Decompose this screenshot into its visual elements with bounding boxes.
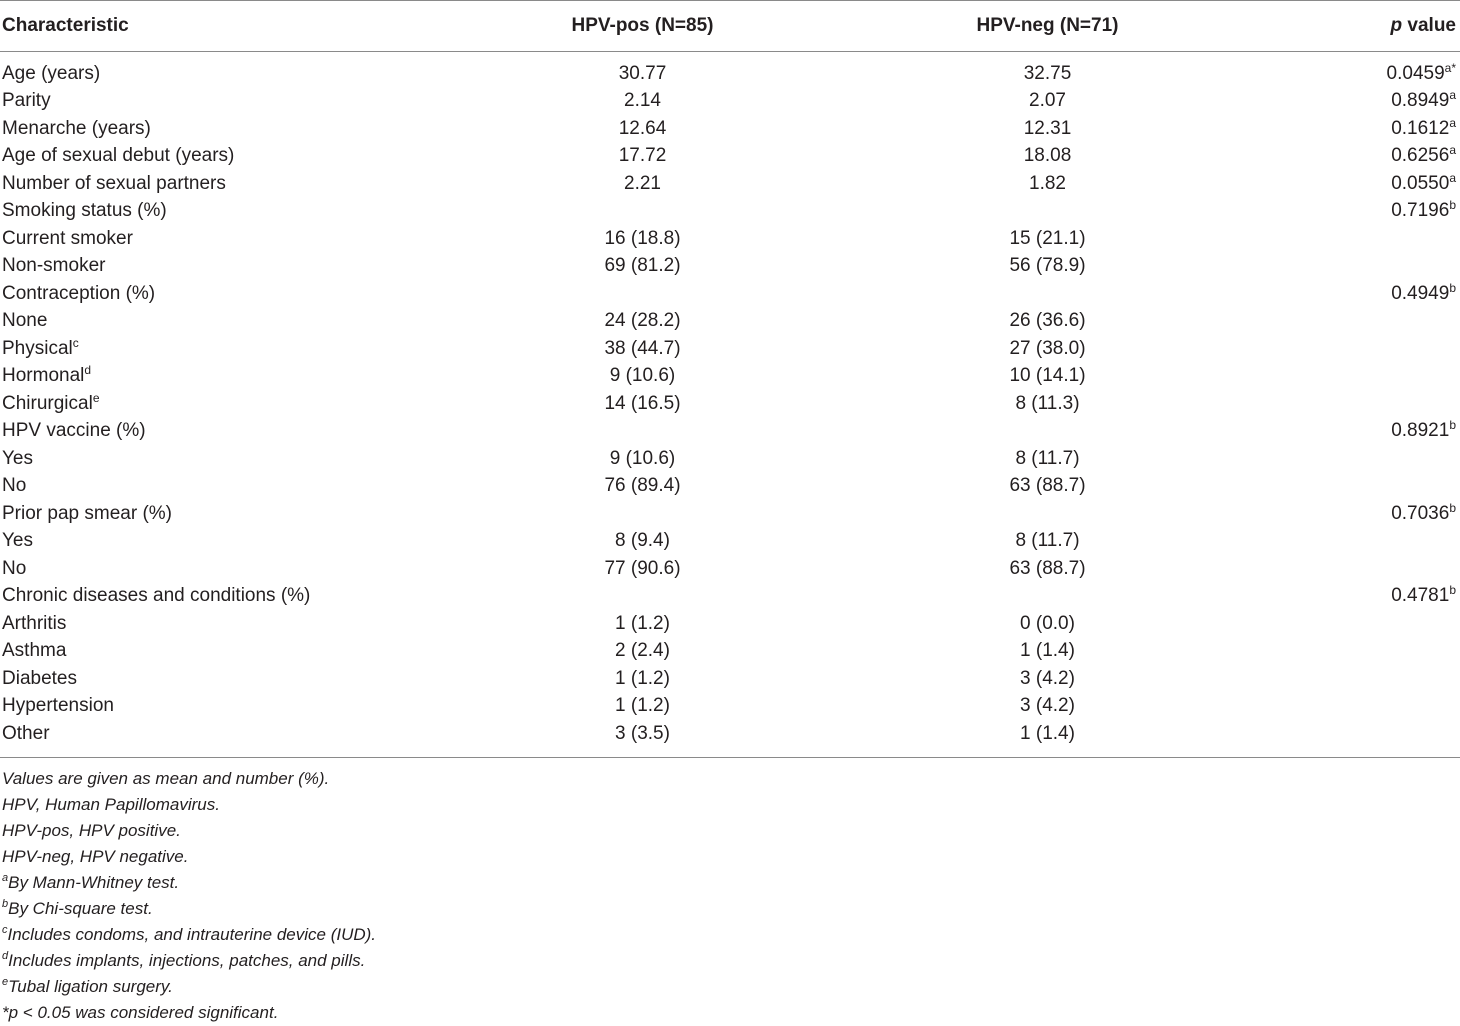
row-label — [0, 52, 440, 88]
hpv-neg-cell: 27 (38.0) — [1009, 337, 1086, 359]
p-value-cell — [1250, 307, 1460, 335]
p-value-footnote-marker: b — [1449, 198, 1456, 213]
hpv-neg-cell — [845, 500, 1250, 528]
table-row — [0, 417, 1460, 445]
hpv-pos-cell: 2.14 — [624, 90, 661, 112]
row-label-text: No — [2, 557, 27, 579]
p-value-cell — [1250, 52, 1460, 88]
hpv-pos-cell: 77 (90.6) — [604, 557, 681, 579]
hpv-pos-cell: 24 (28.2) — [604, 310, 681, 332]
row-label-footnote-marker: c — [72, 335, 79, 350]
hpv-pos-cell — [440, 417, 845, 445]
footnote-text: Includes implants, injections, patches, and pills. — [8, 950, 366, 970]
footnote — [0, 766, 1460, 792]
p-value-footnote-marker: a — [1449, 143, 1456, 158]
footnote-marker: b — [2, 897, 9, 910]
row-label — [0, 362, 440, 390]
hpv-neg-cell: 15 (21.1) — [1009, 227, 1086, 249]
row-label-text: Yes — [2, 447, 33, 469]
footnote-text: By Mann-Whitney test. — [8, 872, 180, 892]
row-label — [0, 87, 440, 115]
p-value-footnote-marker: a — [1449, 170, 1456, 185]
p-value-cell — [1250, 692, 1460, 720]
table-row — [0, 582, 1460, 610]
row-label — [0, 307, 440, 335]
hpv-neg-cell: 8 (11.7) — [1015, 530, 1080, 552]
hpv-pos-cell: 69 (81.2) — [604, 255, 681, 277]
hpv-neg-cell: 63 (88.7) — [1009, 557, 1086, 579]
hpv-neg-cell: 1 (1.4) — [1020, 640, 1075, 662]
row-label — [0, 637, 440, 665]
row-label — [0, 115, 440, 143]
table-row — [0, 142, 1460, 170]
p-value-cell — [1250, 610, 1460, 638]
table-row — [0, 170, 1460, 198]
footnote-marker: e — [2, 975, 9, 988]
p-value-cell — [1250, 390, 1460, 418]
p-value-footnote-marker: a — [1449, 88, 1456, 103]
row-label-text: Non-smoker — [2, 255, 106, 277]
hpv-neg-cell — [845, 280, 1250, 308]
p-value-footnote-marker: b — [1449, 280, 1456, 295]
row-label — [0, 555, 440, 583]
header-characteristic: Characteristic — [0, 1, 440, 52]
table-row — [0, 527, 1460, 555]
p-value-footnote-marker: b — [1449, 500, 1456, 515]
table-row — [0, 280, 1460, 308]
hpv-pos-cell: 30.77 — [618, 63, 667, 84]
row-label — [0, 527, 440, 555]
row-label-text: Parity — [2, 90, 51, 112]
hpv-pos-cell: 1 (1.2) — [615, 667, 670, 689]
footnote — [0, 922, 1460, 948]
footnote — [0, 1000, 1460, 1026]
row-label — [0, 142, 440, 170]
footnote-text: *p < 0.05 was considered significant. — [2, 1002, 279, 1022]
hpv-pos-cell: 12.64 — [618, 117, 667, 139]
row-label — [0, 445, 440, 473]
header-p-value — [1250, 1, 1460, 52]
row-label — [0, 472, 440, 500]
footnote — [0, 792, 1460, 818]
hpv-neg-cell: 32.75 — [1023, 63, 1072, 84]
p-value-text: 0.7196 — [1391, 200, 1450, 222]
p-value-text: 0.1612 — [1391, 117, 1450, 139]
table-row — [0, 445, 1460, 473]
table-row — [0, 555, 1460, 583]
table-row — [0, 335, 1460, 363]
table-row — [0, 720, 1460, 751]
header-hpv-pos: HPV-pos (N=85) — [440, 1, 845, 52]
row-label-text: Smoking status (%) — [2, 200, 167, 222]
p-value-cell — [1250, 280, 1460, 308]
hpv-neg-cell: 10 (14.1) — [1009, 365, 1086, 387]
row-label-text: Menarche (years) — [2, 117, 151, 139]
table-row — [0, 500, 1460, 528]
row-label-text: HPV vaccine (%) — [2, 420, 146, 442]
hpv-neg-cell: 3 (4.2) — [1020, 695, 1075, 717]
row-label — [0, 197, 440, 225]
table-row — [0, 115, 1460, 143]
hpv-neg-cell: 18.08 — [1023, 145, 1072, 167]
p-value-cell — [1250, 720, 1460, 751]
row-label-text: None — [2, 310, 48, 332]
row-label-text: Other — [2, 722, 50, 744]
p-value-cell — [1250, 637, 1460, 665]
row-label — [0, 280, 440, 308]
hpv-pos-cell: 76 (89.4) — [604, 475, 681, 497]
header-row — [0, 1, 1460, 52]
row-label-text: Prior pap smear (%) — [2, 502, 172, 524]
row-label — [0, 417, 440, 445]
footnote-text: Includes condoms, and intrauterine device (IUD). — [7, 924, 377, 944]
hpv-neg-cell — [845, 417, 1250, 445]
row-label-footnote-marker: e — [92, 390, 100, 405]
row-label — [0, 692, 440, 720]
p-value-cell — [1250, 445, 1460, 473]
p-value-footnote-marker: b — [1449, 583, 1456, 598]
table-row — [0, 87, 1460, 115]
hpv-pos-cell: 2 (2.4) — [615, 640, 670, 662]
p-value-text: 0.8921 — [1391, 420, 1450, 442]
hpv-pos-cell: 1 (1.2) — [615, 612, 670, 634]
row-label — [0, 500, 440, 528]
row-label — [0, 665, 440, 693]
p-value-text: 0.4781 — [1391, 585, 1450, 607]
hpv-neg-cell: 8 (11.7) — [1015, 447, 1080, 469]
footnote-text: HPV, Human Papillomavirus. — [2, 794, 220, 814]
hpv-pos-cell: 3 (3.5) — [615, 722, 670, 744]
row-label-text: Chirurgical — [2, 392, 93, 414]
hpv-neg-cell: 12.31 — [1023, 117, 1072, 139]
header-p-rest: value — [1402, 15, 1456, 36]
p-value-cell — [1250, 582, 1460, 610]
p-value-text: 0.8949 — [1391, 90, 1450, 112]
hpv-pos-cell: 9 (10.6) — [609, 365, 676, 387]
row-label-text: Hormonal — [2, 365, 85, 387]
row-label — [0, 170, 440, 198]
p-value-cell — [1250, 472, 1460, 500]
table-row — [0, 472, 1460, 500]
p-value-cell — [1250, 252, 1460, 280]
p-value-text: 0.6256 — [1391, 145, 1450, 167]
hpv-pos-cell: 1 (1.2) — [615, 695, 670, 717]
p-value-cell — [1250, 197, 1460, 225]
p-value-cell — [1250, 115, 1460, 143]
row-label-text: Contraception (%) — [2, 282, 156, 304]
hpv-pos-cell: 2.21 — [624, 172, 661, 194]
hpv-neg-cell: 8 (11.3) — [1015, 392, 1080, 414]
table-row — [0, 637, 1460, 665]
p-value-text: 0.0459 — [1386, 63, 1445, 84]
footnote-text: HPV-neg, HPV negative. — [2, 846, 189, 866]
footnote-marker: a — [2, 871, 9, 884]
row-label-text: Number of sexual partners — [2, 172, 226, 194]
hpv-pos-cell — [440, 582, 845, 610]
row-label-text: Chronic diseases and conditions (%) — [2, 585, 311, 607]
hpv-pos-cell — [440, 197, 845, 225]
header-hpv-neg: HPV-neg (N=71) — [845, 1, 1250, 52]
hpv-neg-cell — [845, 582, 1250, 610]
row-label — [0, 252, 440, 280]
table-row — [0, 610, 1460, 638]
table-row — [0, 665, 1460, 693]
footnote-text: By Chi-square test. — [8, 898, 153, 918]
footnote-text: Values are given as mean and number (%). — [2, 768, 330, 788]
row-label-text: Age of sexual debut (years) — [2, 145, 235, 167]
p-value-footnote-marker: b — [1449, 418, 1456, 433]
footnote — [0, 818, 1460, 844]
p-value-text: 0.4949 — [1391, 282, 1450, 304]
hpv-pos-cell: 16 (18.8) — [604, 227, 681, 249]
p-value-cell — [1250, 665, 1460, 693]
hpv-neg-cell: 63 (88.7) — [1009, 475, 1086, 497]
footnote — [0, 896, 1460, 922]
row-label-text: Current smoker — [2, 227, 133, 249]
table-body — [0, 52, 1460, 751]
p-value-cell — [1250, 142, 1460, 170]
p-value-footnote-marker: a — [1449, 115, 1456, 130]
table-row — [0, 362, 1460, 390]
p-value-cell — [1250, 87, 1460, 115]
table-row — [0, 197, 1460, 225]
footnote-marker: c — [2, 923, 8, 936]
row-label — [0, 225, 440, 253]
footnote — [0, 948, 1460, 974]
hpv-neg-cell — [845, 197, 1250, 225]
footnote — [0, 870, 1460, 896]
row-label-text: Physical — [2, 337, 73, 359]
table-row — [0, 307, 1460, 335]
hpv-neg-cell: 3 (4.2) — [1020, 667, 1075, 689]
row-label-text: No — [2, 475, 27, 497]
hpv-pos-cell: 38 (44.7) — [604, 337, 681, 359]
row-label — [0, 720, 440, 751]
table-footnotes — [0, 757, 1460, 1026]
table-row — [0, 390, 1460, 418]
hpv-pos-cell: 17.72 — [618, 145, 667, 167]
hpv-neg-cell: 0 (0.0) — [1020, 612, 1075, 634]
hpv-neg-cell: 56 (78.9) — [1009, 255, 1086, 277]
table-row — [0, 692, 1460, 720]
p-value-cell — [1250, 555, 1460, 583]
footnote-text: Tubal ligation surgery. — [8, 976, 173, 996]
row-label — [0, 390, 440, 418]
p-value-cell — [1250, 417, 1460, 445]
hpv-neg-cell: 1 (1.4) — [1020, 722, 1075, 744]
p-value-cell — [1250, 500, 1460, 528]
footnote-text: HPV-pos, HPV positive. — [2, 820, 181, 840]
hpv-neg-cell: 1.82 — [1029, 172, 1066, 194]
p-value-text: 0.0550 — [1391, 172, 1450, 194]
p-value-footnote-marker: a* — [1444, 61, 1456, 75]
hpv-neg-cell: 26 (36.6) — [1009, 310, 1086, 332]
row-label — [0, 335, 440, 363]
hpv-pos-cell: 8 (9.4) — [615, 530, 670, 552]
footnote — [0, 974, 1460, 1000]
hpv-neg-cell: 2.07 — [1029, 90, 1066, 112]
row-label-text: Asthma — [2, 640, 67, 662]
table-row — [0, 252, 1460, 280]
p-value-cell — [1250, 225, 1460, 253]
row-label-text: Diabetes — [2, 667, 77, 689]
row-label-text: Age (years) — [2, 63, 101, 84]
p-value-cell — [1250, 527, 1460, 555]
hpv-pos-cell: 9 (10.6) — [609, 447, 676, 469]
row-label-footnote-marker: d — [84, 363, 92, 378]
row-label — [0, 582, 440, 610]
row-label-text: Arthritis — [2, 612, 67, 634]
footnote — [0, 844, 1460, 870]
row-label-text: Yes — [2, 530, 33, 552]
table-row — [0, 225, 1460, 253]
hpv-pos-cell — [440, 280, 845, 308]
table-row — [0, 52, 1460, 88]
row-label-text: Hypertension — [2, 695, 114, 717]
row-label — [0, 610, 440, 638]
p-value-cell — [1250, 362, 1460, 390]
table-header — [0, 1, 1460, 52]
p-value-cell — [1250, 170, 1460, 198]
hpv-pos-cell — [440, 500, 845, 528]
hpv-pos-cell: 14 (16.5) — [604, 392, 681, 414]
footnote-marker: d — [2, 949, 9, 962]
p-value-text: 0.7036 — [1391, 502, 1450, 524]
header-p-letter: p — [1390, 15, 1403, 36]
p-value-cell — [1250, 335, 1460, 363]
